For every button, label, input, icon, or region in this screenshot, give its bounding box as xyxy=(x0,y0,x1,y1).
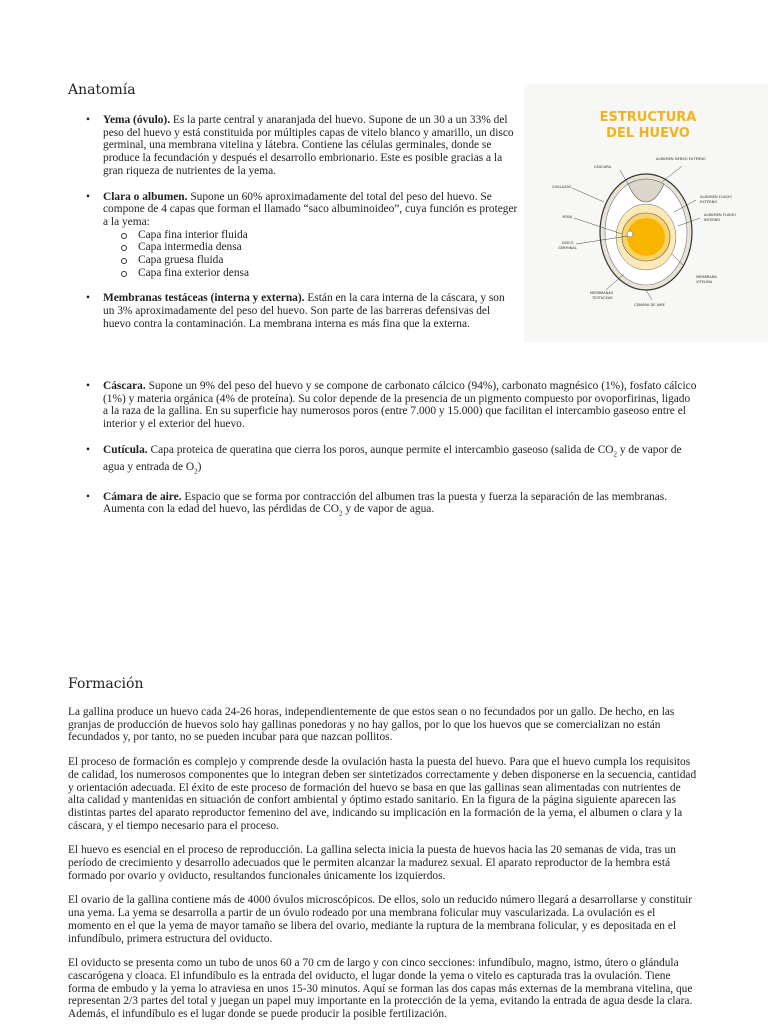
figure-title-line1: ESTRUCTURA xyxy=(599,110,697,125)
label-yema: YEMA xyxy=(562,215,573,219)
desc-camara-b: y de vapor de agua. xyxy=(342,503,435,516)
label-testaceas: TESTÁCEAS xyxy=(592,296,613,300)
term-clara: Clara o albumen. xyxy=(103,190,188,203)
subscript: 2 xyxy=(194,467,198,476)
paragraph: El ovario de la gallina contiene más de 4000 óvulos microscópicos. De ellos, solo un reducido número llegará a desarrollarse y constituir una yema. La yema se desarrolla a partir de un óvulo rodeado por una membrana folicular muy vascularizada. La ovulación es el momento en el que la yema de mayor tamaño se libera del ovario, mediante la ruptura de la membrana folicular, y es depositada en el infundíbulo, primera estructura del oviducto. xyxy=(68,894,693,945)
desc-cuticula-b: y de vapor de agua y entrada de O xyxy=(103,443,682,473)
label-albumen-fluido-int-2: INTERNO xyxy=(704,218,721,222)
anatomy-list-2 xyxy=(68,380,698,533)
term-cascara: Cáscara. xyxy=(103,380,146,392)
anatomy-list-1 xyxy=(68,114,518,344)
paragraph: El proceso de formación es complejo y comprende desde la ovulación hasta la puesta del huevo. Para que el huevo cumpla los requisitos de calidad, los numerosos componentes que lo integran deben ser sintetizados correctamente y deben disponerse en la secuencia, cantidad y orientación adecuada. El éxito de este proceso de formación del huevo se basa en que las gallinas sean alimentadas con nutrientes de alta calidad y mantenidas en situación de confort ambiental y óptimo estado sanitario. En la figura de la página siguiente aparecen las distintas partes del aparato reproductor femenino del ave, indicando su implicación en la formación de la yema, el albumen o clara y la cáscara, y el tiempo necesario para el proceso. xyxy=(68,756,697,832)
label-membranas: MEMBRANAS xyxy=(590,291,614,295)
desc-cascara: Supone un 9% del peso del huevo y se compone de carbonato cálcico (94%), carbonato magnésico (1%), fosfato cálcico (1%) y materia orgánica (4% de proteína). Su color depende de la presencia de un pigmento compuesto por ovoporfirinas, ligado a la raza de la gallina. En su superficie hay numerosos poros (entre 7.000 y 15.000) que facilitan el intercambio gaseoso entre el interior y el exterior del huevo. xyxy=(103,380,697,431)
term-camara: Cámara de aire. xyxy=(103,490,182,503)
clara-layer: Capa gruesa fluida xyxy=(103,254,518,267)
figure-title-line2: DEL HUEVO xyxy=(606,126,690,141)
desc-cuticula-a: Capa proteica de queratina que cierra los poros, aunque permite el intercambio gaseoso (salida de CO xyxy=(147,443,614,456)
label-chalazas: CHALAZAS xyxy=(552,185,572,189)
clara-layer: Capa fina interior fluida xyxy=(103,229,518,242)
label-membrana-vitelina-1: MEMBRANA xyxy=(696,275,717,279)
desc-membranas: Están en la cara interna de la cáscara, y son un 3% aproximadamente del peso del huevo. Son parte de las barreras defensivas del huevo contra la contaminación. La membrana interna es más fina que la externa. xyxy=(103,292,505,330)
term-cuticula: Cutícula. xyxy=(103,443,148,456)
desc-yema: Es la parte central y anaranjada del huevo. Supone de un 30 a un 33% del peso del huevo y está constituida por múltiples capas de vitelo blanco y amarillo, un disco germinal, una membrana vitelina y látebra. Contiene las células germinales, donde se produce la fecundación y después el desarrollo embrionario. Este es posible gracias a la gran riqueza de nutrientes de la yema. xyxy=(103,114,514,177)
section-title-anatomy: Anatomía xyxy=(68,82,136,98)
label-albumen-fluido-int-1: ALBÚMEN FLUIDO xyxy=(704,213,736,217)
label-germinal: GERMINAL xyxy=(558,246,577,250)
clara-layers-list xyxy=(103,229,518,280)
formation-body xyxy=(68,706,698,1033)
desc-camara-a: Espacio que se forma por contracción del albumen tras la puesta y fuerza la separación de las membranas. Aumenta con la edad del huevo, las pérdidas de CO xyxy=(103,490,668,516)
list-item-membranas xyxy=(68,292,518,330)
label-camara-de-aire: CÁMARA DE AIRE xyxy=(634,303,665,307)
paragraph: La gallina produce un huevo cada 24-26 horas, independientemente de que estos sean o no fecundados por un gallo. De hecho, en las granjas de producción de huevos solo hay gallinas ponedoras y no hay gallos, por lo que los huevos que se comercializan no están fecundados y, por tanto, no se pueden incubar para que nazcan pollitos. xyxy=(68,706,675,744)
desc-cuticula-c: ) xyxy=(197,460,202,473)
paragraph: El oviducto se presenta como un tubo de unos 60 a 70 cm de largo y con cinco secciones: infundíbulo, magno, istmo, útero o glándula cascarógena y cloaca. El infundíbulo es la entrada del oviducto, el lugar donde la yema o vitelo es capturada tras la ovulación. Tiene forma de embudo y la yema lo atraviesa en unos 15-30 minutos. Aquí se forman las dos capas más externas de la membrana vitelina, que representan 2/3 partes del total y juegan un papel muy importante en la protección de la yema, evitando la entrada de agua desde la clara. Además, el infundíbulo es el lugar donde se puede producir la posible fertilización. xyxy=(68,957,693,1021)
list-item-clara xyxy=(68,191,518,280)
desc-clara: Supone un 60% aproximadamente del total del peso del huevo. Se compone de 4 capas que forman el llamado “saco albuminoideo”, cuya función es proteger a la yema: xyxy=(103,190,518,228)
label-membrana-vitelina-2: VITELINA xyxy=(696,280,713,284)
list-item-camara xyxy=(68,491,698,521)
subscript: 2 xyxy=(613,450,618,459)
label-albumen-externo: ALBÚMEN DENSO EXTERNO xyxy=(656,157,706,161)
label-disco: DISCO xyxy=(562,241,574,245)
list-item-cuticula xyxy=(68,444,698,478)
section-title-formation: Formación xyxy=(68,676,144,692)
label-albumen-fluido-ext-2: EXTERNO xyxy=(700,200,718,204)
term-yema: Yema (óvulo). xyxy=(103,114,171,126)
list-item-yema xyxy=(68,114,518,178)
subscript: 2 xyxy=(338,509,343,518)
egg-structure-figure xyxy=(524,84,768,342)
paragraph: El huevo es esencial en el proceso de reproducción. La gallina selecta inicia la puesta de huevos hacia las 20 semanas de vida, tras un período de crecimiento y desarrollo adecuados que le permiten alcanzar la madurez sexual. El aparato reproductor de la hembra está formado por ovario y oviducto, resultandos funcionales únicamente los izquierdos. xyxy=(68,844,676,882)
clara-layer: Capa intermedia densa xyxy=(103,241,518,254)
clara-layer: Capa fina exterior densa xyxy=(103,267,518,280)
egg-illustration xyxy=(600,174,692,290)
list-item-cascara xyxy=(68,380,698,431)
term-membranas: Membranas testáceas (interna y externa). xyxy=(103,292,305,305)
label-cascara: CÁSCARA xyxy=(594,165,612,169)
label-albumen-fluido-ext-1: ALBÚMEN FLUIDO xyxy=(700,195,732,199)
